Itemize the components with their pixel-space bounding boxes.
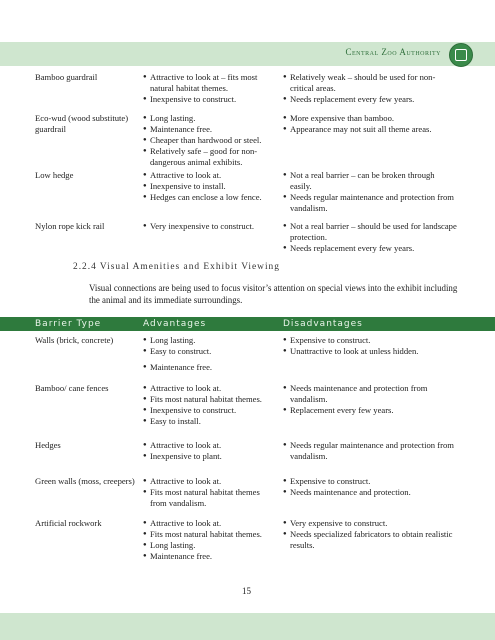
disadvantages-cell [283, 221, 458, 254]
list-item: ● Very expensive to construct. [283, 518, 458, 529]
barrier-name: Bamboo guardrail [35, 72, 98, 82]
barrier-name: Bamboo/ cane fences [35, 383, 109, 393]
disadvantages-cell [283, 383, 458, 416]
list-item: ● Attractive to look at. [143, 383, 275, 394]
advantages-cell [143, 221, 275, 232]
disadvantages-cell [283, 113, 458, 135]
list-item: ● Needs regular maintenance and protection from vandalism. [283, 192, 458, 214]
column-header: Disadvantages [283, 319, 363, 329]
barrier-name: Nylon rope kick rail [35, 221, 105, 231]
lower-table-header [0, 317, 495, 331]
disadvantages-cell [283, 72, 458, 105]
list-item: ● Attractive to look at. [143, 170, 275, 181]
list-item: ● Needs replacement every few years. [283, 94, 458, 105]
list-item: ● Cheaper than hardwood or steel. [143, 135, 275, 146]
list-item: ● Expensive to construct. [283, 335, 458, 346]
list-item: ● Fits most natural habitat themes from vandalism. [143, 487, 275, 509]
advantages-cell [143, 170, 275, 203]
list-item: ● Inexpensive to plant. [143, 451, 275, 462]
list-item: ● Unattractive to look at unless hidden. [283, 346, 458, 357]
section-paragraph: Visual connections are being used to focus visitor’s attention on special views into the exhibit including the animal and its immediate surroundings. [89, 283, 458, 305]
page-number: 15 [242, 586, 251, 596]
page-footer-band [0, 613, 495, 640]
disadvantages-cell [283, 476, 458, 498]
zoo-authority-logo-icon [449, 43, 473, 67]
list-item: ● Easy to install. [143, 416, 275, 427]
page-header [0, 42, 495, 66]
advantages-cell [143, 72, 275, 105]
list-item: ● Needs maintenance and protection. [283, 487, 458, 498]
barrier-name: Walls (brick, concrete) [35, 335, 114, 345]
list-item: ● Not a real barrier – can be broken through easily. [283, 170, 458, 192]
advantages-cell [143, 335, 275, 373]
list-item: ● Attractive to look at. [143, 518, 275, 529]
advantages-cell [143, 476, 275, 509]
advantages-cell [143, 518, 275, 562]
list-item: ● Expensive to construct. [283, 476, 458, 487]
list-item: ● Long lasting. [143, 335, 275, 346]
list-item: ● Needs replacement every few years. [283, 243, 458, 254]
section-heading: 2.2.4 Visual Amenities and Exhibit Viewing [73, 262, 280, 272]
list-item: ● Attractive to look at. [143, 476, 275, 487]
disadvantages-cell [283, 335, 458, 357]
barrier-name: Artificial rockwork [35, 518, 102, 528]
list-item: ● Maintenance free. [143, 362, 275, 373]
column-header: Advantages [143, 319, 207, 329]
list-item: ● Replacement every few years. [283, 405, 458, 416]
barrier-name: Green walls (moss, creepers) [35, 476, 135, 486]
list-item: ● Inexpensive to construct. [143, 94, 275, 105]
disadvantages-cell [283, 170, 458, 214]
list-item: ● Long lasting. [143, 113, 275, 124]
list-item: ● Inexpensive to install. [143, 181, 275, 192]
top-margin [0, 0, 495, 42]
header-title: Central Zoo Authority [345, 47, 441, 57]
list-item: ● Attractive to look at. [143, 440, 275, 451]
list-item: ● Long lasting. [143, 540, 275, 551]
list-item: ● Very inexpensive to construct. [143, 221, 275, 232]
disadvantages-cell [283, 440, 458, 462]
list-item: ● Relatively safe – good for non-dangerous animal exhibits. [143, 146, 275, 168]
disadvantages-cell [283, 518, 458, 551]
list-item: ● Easy to construct. [143, 346, 275, 357]
list-item: ● More expensive than bamboo. [283, 113, 458, 124]
advantages-cell [143, 440, 275, 462]
list-item: ● Relatively weak – should be used for non-critical areas. [283, 72, 458, 94]
list-item: ● Fits most natural habitat themes. [143, 529, 275, 540]
list-item: ● Maintenance free. [143, 124, 275, 135]
column-header: Barrier Type [35, 319, 102, 329]
list-item: ● Needs maintenance and protection from vandalism. [283, 383, 458, 405]
list-item: ● Needs regular maintenance and protection from vandalism. [283, 440, 458, 462]
advantages-cell [143, 113, 275, 168]
list-item: ● Not a real barrier – should be used for landscape protection. [283, 221, 458, 243]
barrier-name: Eco-wud (wood substitute) guardrail [35, 113, 129, 134]
advantages-cell [143, 383, 275, 427]
barrier-name: Hedges [35, 440, 61, 450]
list-item: ● Inexpensive to construct. [143, 405, 275, 416]
list-item: ● Attractive to look at – fits most natural habitat themes. [143, 72, 275, 94]
list-item: ● Appearance may not suit all theme areas. [283, 124, 458, 135]
list-item: ● Fits most natural habitat themes. [143, 394, 275, 405]
list-item: ● Needs specialized fabricators to obtain realistic results. [283, 529, 458, 551]
list-item: ● Hedges can enclose a low fence. [143, 192, 275, 203]
list-item: ● Maintenance free. [143, 551, 275, 562]
barrier-name: Low hedge [35, 170, 74, 180]
